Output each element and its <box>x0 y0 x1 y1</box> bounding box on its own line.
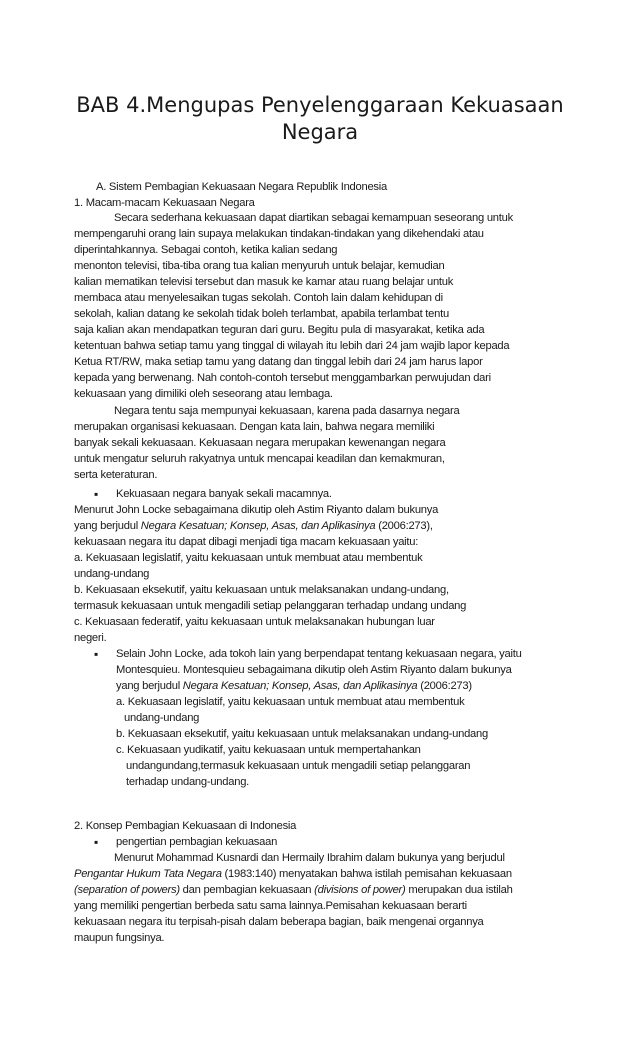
book-title: Negara Kesatuan; Konsep, Asas, dan Aplikasinya <box>182 680 418 692</box>
list-item-continuation: undang-undang <box>124 712 200 724</box>
paragraph-line: diperintahkannya. Sebagai contoh, ketika kalian sedang <box>74 244 338 256</box>
paragraph-line: serta keteraturan. <box>74 469 158 481</box>
paragraph-line: Pengantar Hukum Tata Negara (1983:140) menyatakan bahwa istilah pemisahan kekuasaan <box>74 868 512 880</box>
paragraph-line: mempengaruhi orang lain supaya melakukan tindakan-tindakan yang dikehendaki atau <box>74 228 484 240</box>
bullet-item: ▪ Selain John Locke, ada tokoh lain yang berpendapat tentang kekuasaan negara, yaitu <box>116 646 522 662</box>
paragraph-line: maupun fungsinya. <box>74 932 165 944</box>
list-item-continuation: termasuk kekuasaan untuk mengadili setiap pelanggaran terhadap undang undang <box>74 600 467 612</box>
term-italic: (divisions of power) <box>314 884 406 896</box>
chapter-title: BAB 4.Mengupas Penyelenggaraan Kekuasaan Negara <box>76 93 564 144</box>
term-italic: (separation of powers) <box>74 884 180 896</box>
paragraph-line: ketentuan bahwa setiap tamu yang tinggal di wilayah itu lebih dari 24 jam wajib lapor kepada <box>74 340 510 352</box>
paragraph-line: saja kalian akan mendapatkan teguran dari guru. Begitu pula di masyarakat, ketika ada <box>74 324 485 336</box>
subsection-heading-1: 1. Macam-macam Kekuasaan Negara <box>74 197 255 209</box>
paragraph-line: sekolah, kalian datang ke sekolah tidak boleh terlambat, apabila terlambat tentu <box>74 308 449 320</box>
list-item: b. Kekuasaan eksekutif, yaitu kekuasaan untuk melaksanakan undang-undang <box>116 728 488 740</box>
paragraph-line: Ketua RT/RW, maka setiap tamu yang datang dan tinggal lebih dari 24 jam harus lapor <box>74 356 483 368</box>
paragraph-line: (separation of powers) dan pembagian kekuasaan (divisions of power) merupakan dua istilah <box>74 884 513 896</box>
paragraph-line: banyak sekali kekuasaan. Kekuasaan negara merupakan kewenangan negara <box>74 437 446 449</box>
list-item-continuation: undang-undang <box>74 568 150 580</box>
paragraph-line: yang memiliki pengertian berbeda satu sama lainnya.Pemisahan kekuasaan berarti <box>74 900 467 912</box>
list-item-continuation: negeri. <box>74 632 107 644</box>
paragraph-line: membaca atau menyelesaikan tugas sekolah. Contoh lain dalam kehidupan di <box>74 292 443 304</box>
list-item: c. Kekuasaan yudikatif, yaitu kekuasaan untuk mempertahankan <box>116 744 421 756</box>
section-heading-a: A. Sistem Pembagian Kekuasaan Negara Republik Indonesia <box>96 181 387 193</box>
list-item: c. Kekuasaan federatif, yaitu kekuasaan untuk melaksanakan hubungan luar <box>74 616 435 628</box>
paragraph-line: Negara tentu saja mempunyai kekuasaan, karena pada dasarnya negara <box>114 405 460 417</box>
paragraph-line: Montesquieu. Montesquieu sebagaimana dikutip oleh Astim Riyanto dalam bukunya <box>116 664 512 676</box>
book-title: Pengantar Hukum Tata Negara <box>74 868 222 880</box>
paragraph-line: untuk mengatur seluruh rakyatnya untuk mencapai keadilan dan kemakmuran, <box>74 453 445 465</box>
paragraph-line: Secara sederhana kekuasaan dapat diartikan sebagai kemampuan seseorang untuk <box>114 212 513 224</box>
list-item-continuation: terhadap undang-undang. <box>126 776 250 788</box>
paragraph-line: Menurut John Locke sebagaimana dikutip oleh Astim Riyanto dalam bukunya <box>74 504 439 516</box>
paragraph-line: kepada yang berwenang. Nah contoh-contoh tersebut menggambarkan perwujudan dari <box>74 372 491 384</box>
paragraph-line: kekuasaan yang dimiliki oleh seseorang atau lembaga. <box>74 388 333 400</box>
paragraph-line: kalian mematikan televisi tersebut dan masuk ke kamar atau ruang belajar untuk <box>74 276 454 288</box>
list-item: a. Kekuasaan legislatif, yaitu kekuasaan untuk membuat atau membentuk <box>74 552 423 564</box>
list-item: b. Kekuasaan eksekutif, yaitu kekuasaan untuk melaksanakan undang-undang, <box>74 584 449 596</box>
bullet-item: ▪ Kekuasaan negara banyak sekali macamnya. <box>116 486 332 502</box>
subsection-heading-2: 2. Konsep Pembagian Kekuasaan di Indonesia <box>74 820 297 832</box>
bullet-item: ▪ pengertian pembagian kekuasaan <box>116 834 277 850</box>
paragraph-line: yang berjudul Negara Kesatuan; Konsep, Asas, dan Aplikasinya (2006:273), <box>74 520 433 532</box>
list-item: a. Kekuasaan legislatif, yaitu kekuasaan untuk membuat atau membentuk <box>116 696 465 708</box>
paragraph-line: merupakan organisasi kekuasaan. Dengan kata lain, bahwa negara memiliki <box>74 421 435 433</box>
list-item-continuation: undangundang,termasuk kekuasaan untuk mengadili setiap pelanggaran <box>126 760 471 772</box>
paragraph-line: yang berjudul Negara Kesatuan; Konsep, Asas, dan Aplikasinya (2006:273) <box>116 680 472 692</box>
paragraph-line: kekuasaan negara itu dapat dibagi menjadi tiga macam kekuasaan yaitu: <box>74 536 419 548</box>
paragraph-line: menonton televisi, tiba-tiba orang tua kalian menyuruh untuk belajar, kemudian <box>74 260 445 272</box>
book-title: Negara Kesatuan; Konsep, Asas, dan Aplikasinya <box>140 520 376 532</box>
paragraph-line: kekuasaan negara itu terpisah-pisah dalam beberapa bagian, baik mengenai organnya <box>74 916 484 928</box>
paragraph-line: Menurut Mohammad Kusnardi dan Hermaily Ibrahim dalam bukunya yang berjudul <box>114 852 505 864</box>
